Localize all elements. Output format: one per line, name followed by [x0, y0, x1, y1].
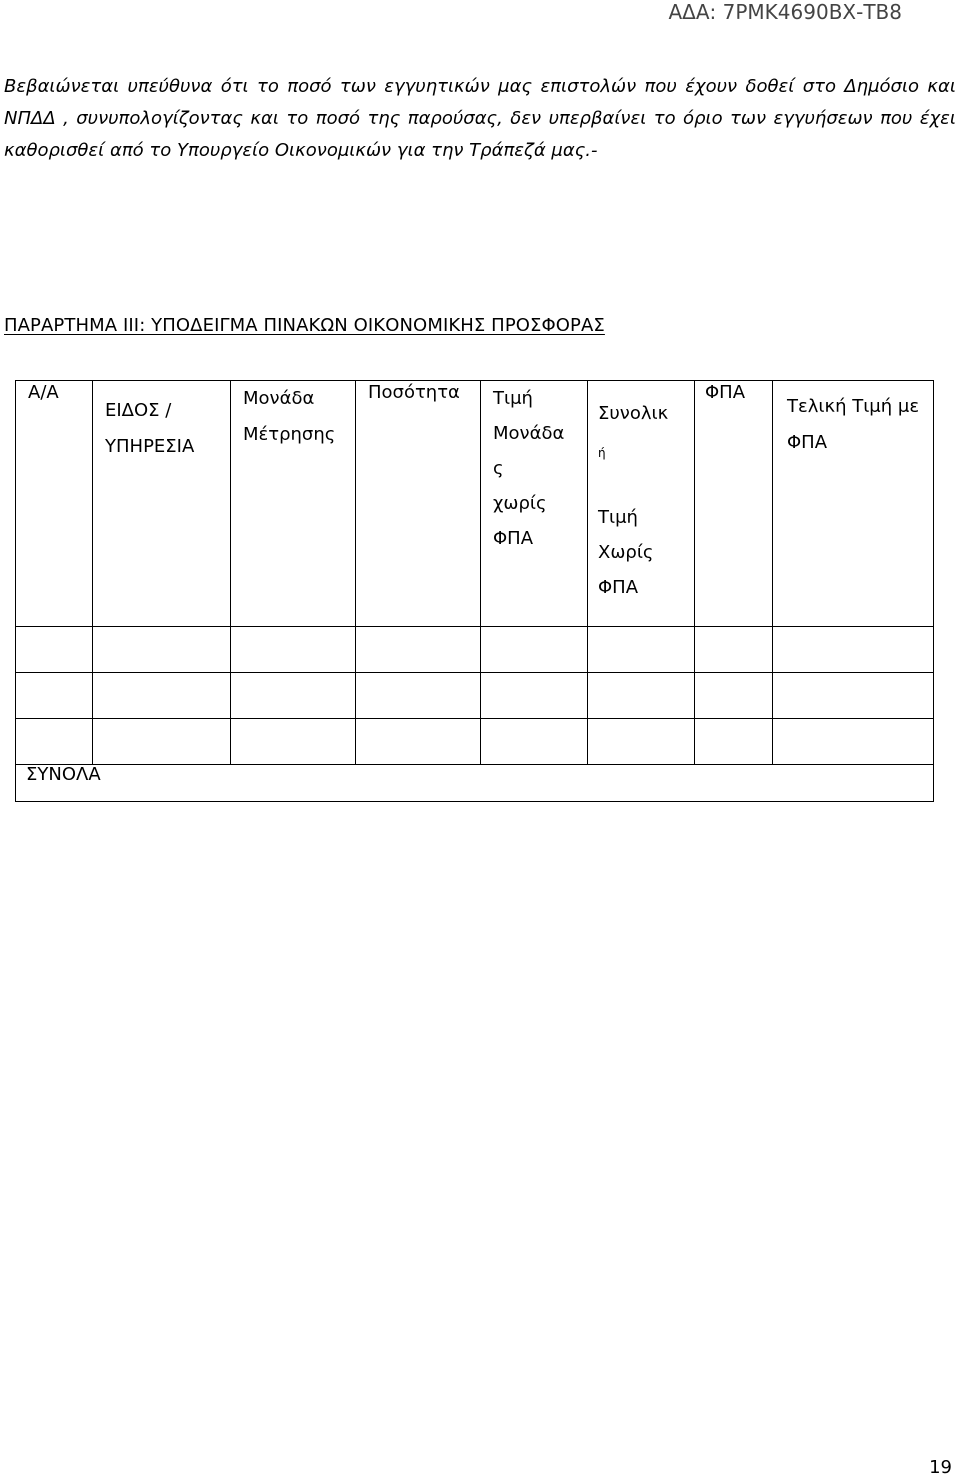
totals-label: ΣΥΝΟΛΑ: [26, 764, 101, 785]
table-cell: [356, 627, 481, 673]
table-cell: [773, 673, 934, 719]
table-row: [16, 627, 934, 673]
table-cell: [695, 719, 773, 765]
header-cell-final-price: Τελική Τιμή με ΦΠΑ: [773, 381, 934, 627]
header-cell-total-price: Συνολικ ή Τιμή Χωρίς ΦΠΑ: [588, 381, 695, 627]
financial-offer-table: [15, 380, 934, 802]
header-cell-kind: ΕΙΔΟΣ / ΥΠΗΡΕΣΙΑ: [93, 381, 231, 627]
table-cell: [16, 627, 93, 673]
table-cell: [93, 673, 231, 719]
table-cell: [16, 719, 93, 765]
header-cell-vat: ΦΠΑ: [695, 381, 773, 627]
header-cell-quantity: Ποσότητα: [356, 381, 481, 627]
totals-row: [16, 765, 934, 802]
table-row: [16, 719, 934, 765]
totals-cell: [16, 765, 934, 802]
header-cell-unit: Μονάδα Μέτρησης: [231, 381, 356, 627]
table-cell: [588, 673, 695, 719]
table-row: [16, 673, 934, 719]
annex-title: ΠΑΡΑΡΤΗΜΑ ΙΙΙ: ΥΠΟΔΕΙΓΜΑ ΠΙΝΑΚΩΝ ΟΙΚΟΝΟΜΙΚΗΣ ΠΡΟΣΦΟΡΑΣ: [4, 315, 605, 336]
table-cell: [695, 673, 773, 719]
table-cell: [356, 673, 481, 719]
table-cell: [356, 719, 481, 765]
header-cell-unit-price: Τιμή Μονάδα ς χωρίς ΦΠΑ: [481, 381, 588, 627]
table-cell: [93, 627, 231, 673]
table-cell: [16, 673, 93, 719]
table-cell: [773, 627, 934, 673]
table-cell: [231, 627, 356, 673]
table-cell: [695, 627, 773, 673]
table-header-row: [16, 381, 934, 627]
declaration-paragraph: Βεβαιώνεται υπεύθυνα ότι το ποσό των εγγυητικών μας επιστολών που έχουν δοθεί στο Δημόσιο και ΝΠΔΔ , συνυπολογίζοντας και το ποσό της παρούσας, δεν υπερβαίνει το όριο των εγγυήσεων που έχει καθορισθεί από το Υπουργείο Οικονομικών για την Τράπεζά μας.-: [4, 76, 956, 161]
table-cell: [481, 673, 588, 719]
table-cell: [93, 719, 231, 765]
header-cell-aa: Α/Α: [16, 381, 93, 627]
table-cell: [231, 673, 356, 719]
page-number: 19: [929, 1457, 952, 1478]
table-cell: [481, 627, 588, 673]
table-cell: [231, 719, 356, 765]
document-code: ΑΔΑ: 7ΡΜΚ4690ΒΧ-ΤΒ8: [668, 0, 902, 24]
table-cell: [773, 719, 934, 765]
table-cell: [481, 719, 588, 765]
table-cell: [588, 627, 695, 673]
table-cell: [588, 719, 695, 765]
